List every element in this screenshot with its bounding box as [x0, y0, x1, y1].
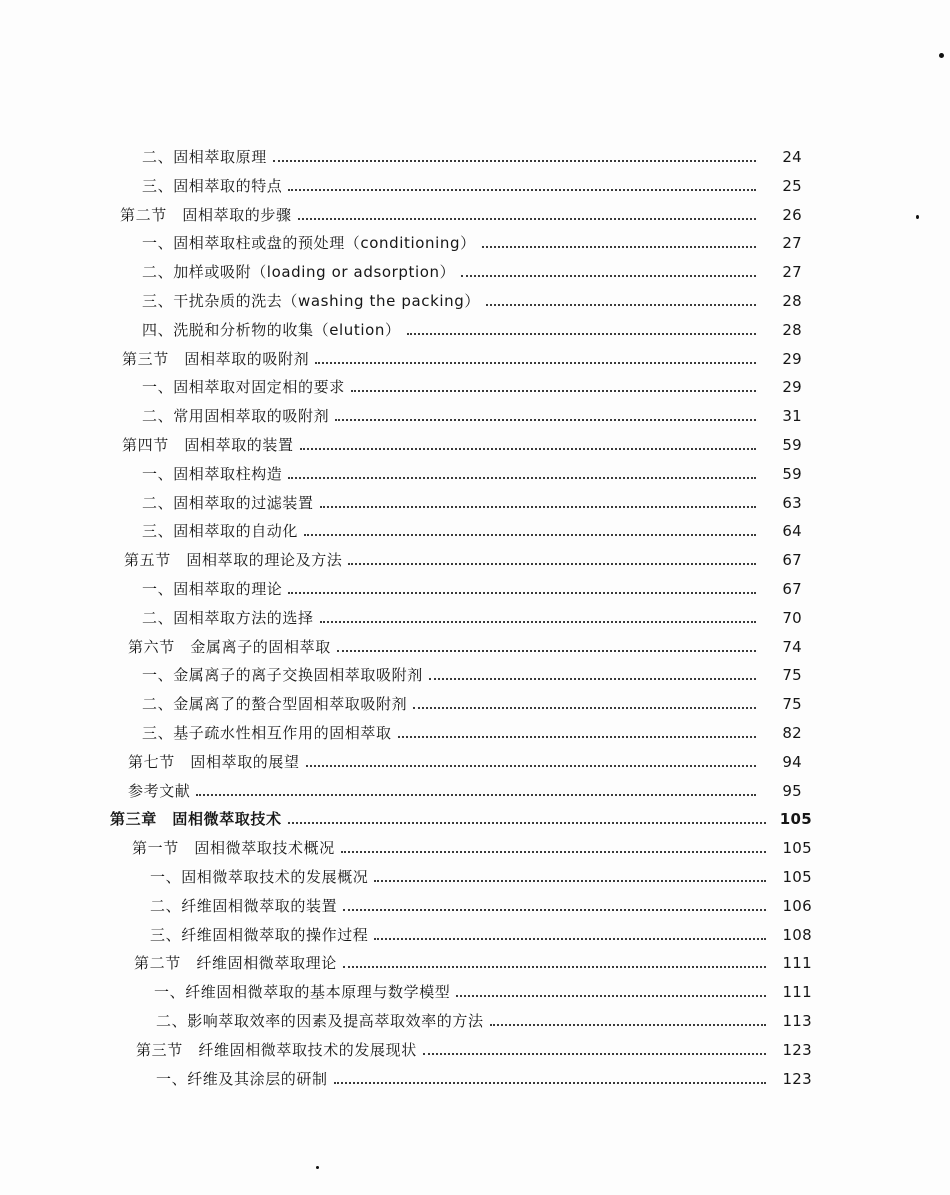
dot-leader	[273, 159, 756, 162]
toc-entry-title: 第七节 固相萃取的展望	[128, 752, 300, 771]
toc-entry	[142, 512, 802, 540]
toc-entry	[142, 282, 802, 310]
dot-leader	[423, 1052, 766, 1055]
toc-entry-title: 第三节 固相萃取的吸附剂	[122, 349, 310, 368]
dot-leader	[335, 418, 756, 421]
toc-entry	[128, 628, 802, 656]
toc-entry-page: 75	[782, 695, 802, 714]
dot-leader	[490, 1023, 766, 1026]
dot-leader	[461, 274, 756, 277]
toc-entry	[122, 426, 802, 454]
dot-leader	[351, 389, 756, 392]
toc-entry	[134, 944, 812, 972]
dot-leader	[196, 793, 756, 796]
toc-entry-page: 64	[782, 522, 802, 541]
toc-entry-page: 106	[782, 896, 812, 915]
toc-entry-title: 二、金属离了的螯合型固相萃取吸附剂	[142, 695, 408, 714]
toc-entry-title: 一、纤维及其涂层的研制	[156, 1069, 328, 1088]
toc-entry-page: 105	[782, 868, 812, 886]
toc-entry-page: 70	[782, 608, 802, 627]
toc-entry-title: 第四节 固相萃取的装置	[122, 436, 294, 454]
toc-entry-title: 三、固相萃取的自动化	[142, 522, 299, 541]
toc-entry	[156, 1002, 812, 1030]
dot-leader	[343, 965, 766, 968]
toc-entry-page: 74	[782, 637, 802, 656]
toc-entry-title: 一、纤维固相微萃取的基本原理与数学模型	[154, 983, 451, 1002]
toc-chapter-entry	[110, 800, 812, 828]
toc-entry	[124, 541, 802, 569]
toc-entry	[150, 858, 812, 886]
dot-leader	[304, 533, 756, 536]
toc-entry	[142, 138, 802, 166]
dot-leader	[337, 649, 756, 652]
toc-entry-page: 123	[782, 1069, 812, 1088]
dot-leader	[341, 850, 766, 853]
dot-leader	[456, 994, 766, 997]
toc-entry	[136, 1031, 812, 1059]
toc-entry-page: 31	[782, 407, 802, 426]
dot-leader	[343, 908, 766, 911]
toc-entry	[142, 253, 802, 281]
toc-entry	[142, 685, 802, 713]
toc-entry	[142, 714, 802, 742]
toc-entry	[142, 311, 802, 339]
toc-entry-page: 94	[782, 752, 802, 771]
dot-leader	[413, 706, 756, 709]
toc-entry-page: 28	[782, 320, 802, 339]
toc-entry-page: 82	[782, 724, 802, 742]
toc-entry	[142, 397, 802, 425]
toc-entry	[142, 455, 802, 483]
dot-leader	[300, 447, 756, 450]
scan-speck	[316, 1166, 319, 1169]
toc-entry-page: 95	[782, 781, 802, 800]
toc-entry-title: 三、纤维固相微萃取的操作过程	[150, 925, 369, 944]
toc-entry-page: 123	[782, 1040, 812, 1059]
toc-entry-page: 105	[779, 810, 812, 829]
dot-leader	[398, 735, 756, 738]
toc-entry-page: 27	[782, 234, 802, 253]
toc-entry-title: 一、固相萃取柱或盘的预处理（conditioning）	[142, 234, 476, 253]
dot-leader	[315, 361, 756, 364]
toc-entry-page: 29	[782, 378, 802, 397]
toc-entry-page: 59	[782, 436, 802, 454]
toc-entry	[150, 887, 812, 915]
toc-entry-title: 第六节 金属离子的固相萃取	[128, 637, 331, 656]
toc-entry-title: 第二节 纤维固相微萃取理论	[134, 954, 337, 973]
dot-leader	[288, 591, 756, 594]
toc-entry-page: 67	[782, 580, 802, 598]
dot-leader	[288, 188, 756, 191]
toc-entry-page: 67	[782, 551, 802, 570]
toc-entry-title: 一、金属离子的离子交换固相萃取吸附剂	[142, 666, 423, 685]
toc-entry	[156, 1060, 812, 1088]
toc-entry	[142, 656, 802, 684]
toc-entry-page: 108	[782, 925, 812, 944]
toc-entry-page: 25	[782, 176, 802, 195]
dot-leader	[486, 303, 756, 306]
toc-entry-page: 111	[782, 983, 812, 1002]
toc-entry-title: 第三节 纤维固相微萃取技术的发展现状	[136, 1040, 417, 1059]
toc-entry	[128, 772, 802, 800]
dot-leader	[407, 332, 756, 335]
dot-leader	[482, 245, 756, 248]
toc-entry-title: 四、洗脱和分析物的收集（elution）	[142, 320, 401, 339]
dot-leader	[306, 764, 756, 767]
toc-entry-page: 24	[782, 148, 802, 166]
toc-entry-title: 第五节 固相萃取的理论及方法	[124, 551, 343, 570]
dot-leader	[348, 562, 756, 565]
toc-entry	[142, 368, 802, 396]
toc-entry	[142, 224, 802, 252]
toc-entry	[122, 340, 802, 368]
toc-entry	[154, 973, 812, 1001]
toc-entry-title: 一、固相萃取对固定相的要求	[142, 378, 345, 397]
toc-entry-page: 105	[782, 839, 812, 858]
toc-entry-title: 三、固相萃取的特点	[142, 176, 283, 195]
toc-entry-page: 75	[782, 666, 802, 685]
dot-leader	[288, 821, 766, 824]
toc-entry-page: 27	[782, 263, 802, 282]
toc-entry	[128, 743, 802, 771]
toc-entry-title: 一、固相萃取柱构造	[142, 464, 283, 483]
toc-entry-title: 三、干扰杂质的洗去（washing the packing）	[142, 292, 480, 310]
toc-entry-title: 二、加样或吸附（loading or adsorption）	[142, 263, 456, 282]
toc-entry-page: 63	[782, 493, 802, 512]
toc-entry-title: 一、固相微萃取技术的发展概况	[150, 868, 369, 886]
toc-entry	[142, 599, 802, 627]
toc-entry	[150, 916, 812, 944]
scan-speck	[939, 53, 944, 58]
toc-entry-page: 59	[782, 464, 802, 483]
scan-speck	[916, 215, 919, 219]
dot-leader	[429, 677, 756, 680]
toc-entry	[142, 570, 802, 598]
toc-entry-page: 113	[782, 1012, 812, 1030]
toc-entry-title: 参考文献	[128, 781, 191, 800]
toc-entry-title: 第一节 固相微萃取技术概况	[132, 839, 335, 858]
toc-entry-page: 26	[782, 205, 802, 224]
toc-entry-page: 28	[782, 292, 802, 310]
dot-leader	[374, 879, 766, 882]
dot-leader	[288, 476, 756, 479]
dot-leader	[320, 620, 756, 623]
toc-entry	[142, 167, 802, 195]
dot-leader	[298, 217, 756, 220]
dot-leader	[334, 1081, 766, 1084]
toc-entry-title: 二、常用固相萃取的吸附剂	[142, 407, 330, 426]
toc-entry-title: 二、固相萃取方法的选择	[142, 608, 314, 627]
toc-entry-title: 二、影响萃取效率的因素及提高萃取效率的方法	[156, 1012, 484, 1030]
toc-entry-title: 第二节 固相萃取的步骤	[120, 205, 292, 224]
toc-entry	[120, 196, 802, 224]
toc-entry-title: 二、固相萃取的过滤装置	[142, 493, 314, 512]
toc-entry-page: 111	[782, 954, 812, 973]
dot-leader	[320, 505, 756, 508]
toc-entry-title: 三、基子疏水性相互作用的固相萃取	[142, 724, 392, 742]
toc-entry-title: 一、固相萃取的理论	[142, 580, 283, 598]
toc-entry-title: 二、纤维固相微萃取的装置	[150, 896, 338, 915]
toc-entry	[142, 484, 802, 512]
toc-entry-title: 第三章 固相微萃取技术	[110, 810, 282, 829]
toc-entry	[132, 829, 812, 857]
toc-entry-title: 二、固相萃取原理	[142, 148, 267, 166]
dot-leader	[374, 937, 766, 940]
toc-entry-page: 29	[782, 349, 802, 368]
